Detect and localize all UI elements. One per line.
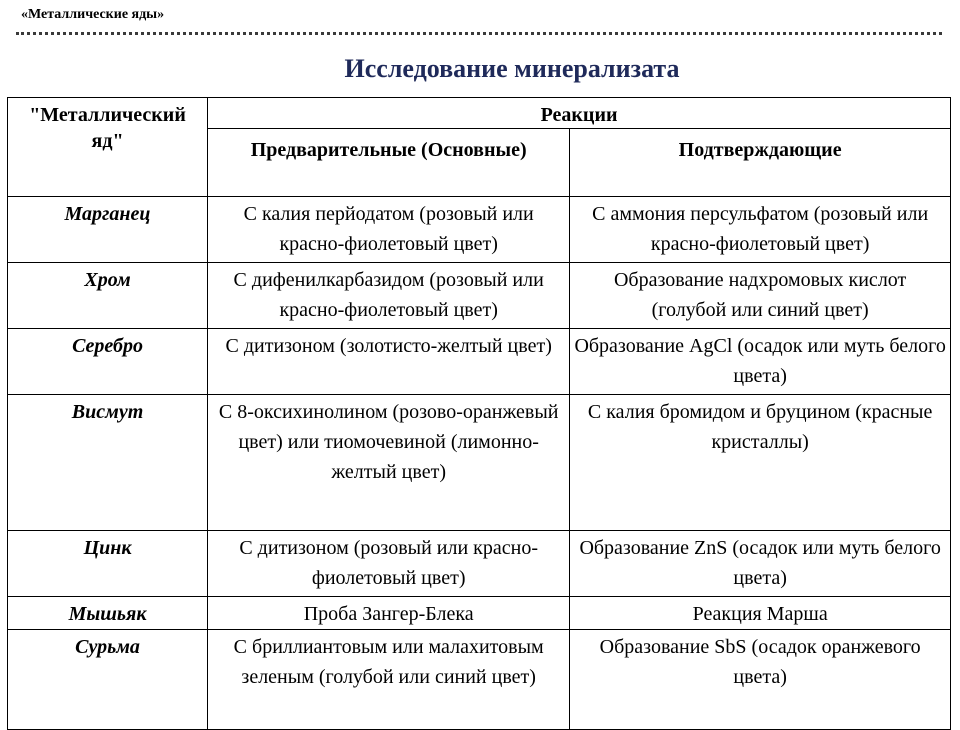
preliminary-cell: С дитизоном (золотисто-желтый цвет) bbox=[208, 329, 570, 395]
preliminary-cell: С 8-оксихинолином (розово-оранжевый цвет) или тиомочевиной (лимонно-желтый цвет) bbox=[208, 395, 570, 531]
preliminary-cell: С бриллиантовым или малахитовым зеленым (голубой или синий цвет) bbox=[208, 630, 570, 730]
header-preliminary: Предварительные (Основные) bbox=[208, 129, 570, 197]
header-metal: "Металлический яд" bbox=[8, 98, 208, 197]
header-label: «Металлические яды» bbox=[21, 7, 165, 22]
table-row bbox=[8, 597, 951, 630]
metal-cell: Серебро bbox=[8, 329, 208, 395]
confirming-cell: Образование AgCl (осадок или муть белого цвета) bbox=[570, 329, 951, 395]
table-row bbox=[8, 395, 951, 531]
confirming-cell: Образование SbS (осадок оранжевого цвета) bbox=[570, 630, 951, 730]
confirming-cell: Реакция Марша bbox=[570, 597, 951, 630]
table-row bbox=[8, 263, 951, 329]
confirming-cell: С калия бромидом и бруцином (красные кристаллы) bbox=[570, 395, 951, 531]
mineralizate-table bbox=[7, 97, 951, 730]
metal-cell: Мышьяк bbox=[8, 597, 208, 630]
metal-cell: Сурьма bbox=[8, 630, 208, 730]
preliminary-cell: С дифенилкарбазидом (розовый или красно-фиолетовый цвет) bbox=[208, 263, 570, 329]
preliminary-cell: С калия перйодатом (розовый или красно-фиолетовый цвет) bbox=[208, 197, 570, 263]
table-row bbox=[8, 630, 951, 730]
table-header-row bbox=[8, 98, 951, 129]
metal-cell: Хром bbox=[8, 263, 208, 329]
table-row bbox=[8, 531, 951, 597]
preliminary-cell: С дитизоном (розовый или красно-фиолетовый цвет) bbox=[208, 531, 570, 597]
header-reactions: Реакции bbox=[208, 98, 951, 129]
confirming-cell: С аммония персульфатом (розовый или красно-фиолетовый цвет) bbox=[570, 197, 951, 263]
dotted-divider bbox=[16, 32, 942, 35]
metal-cell: Марганец bbox=[8, 197, 208, 263]
metal-cell: Цинк bbox=[8, 531, 208, 597]
page-title: Исследование минерализата bbox=[344, 54, 680, 83]
table-row bbox=[8, 197, 951, 263]
confirming-cell: Образование ZnS (осадок или муть белого цвета) bbox=[570, 531, 951, 597]
header-confirming: Подтверждающие bbox=[570, 129, 951, 197]
preliminary-cell: Проба Зангер-Блека bbox=[208, 597, 570, 630]
metal-cell: Висмут bbox=[8, 395, 208, 531]
table-row bbox=[8, 329, 951, 395]
confirming-cell: Образование надхромовых кислот (голубой или синий цвет) bbox=[570, 263, 951, 329]
